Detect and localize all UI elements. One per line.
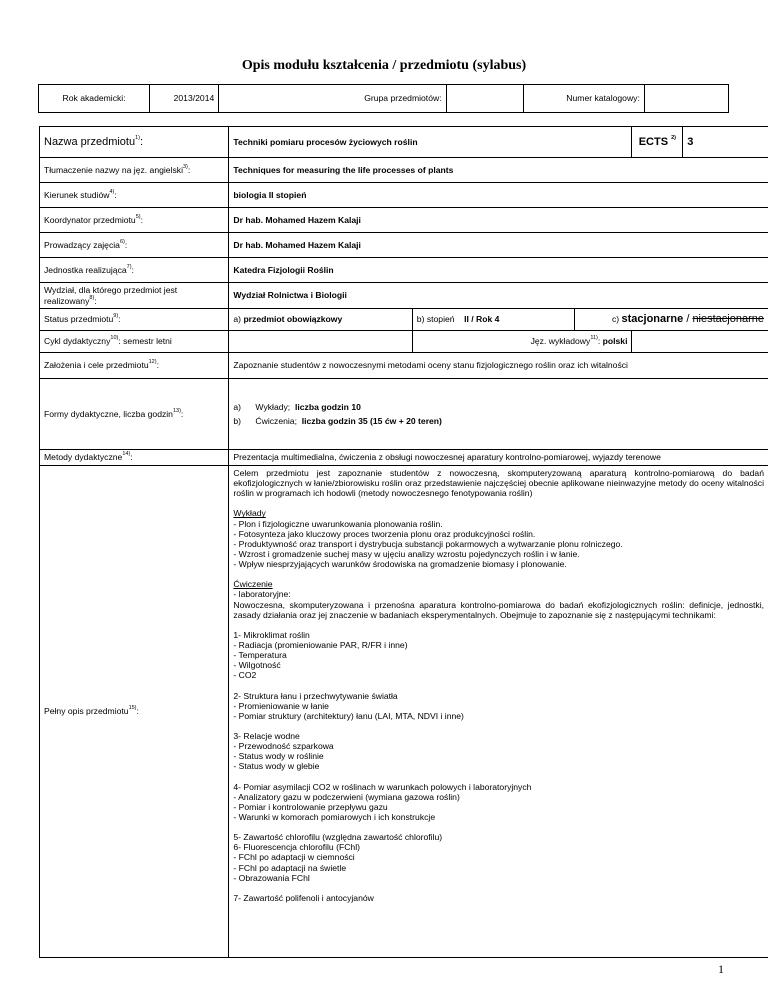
nazwa-value: Techniki pomiaru procesów życiowych roślin xyxy=(229,127,632,158)
page-number: 1 xyxy=(718,962,724,976)
status-c: c) stacjonarne / niestacjonarne xyxy=(575,309,768,331)
cykl-label: Cykl dydaktyczny$^{10)}$: semestr letni xyxy=(40,331,229,353)
section-line: 4- Pomiar asymilacji CO2 w roślinach w warunkach polowych i laboratoryjnych xyxy=(233,781,532,792)
zal-label: Założenia i cele przedmiotu$^{12)}$: xyxy=(40,353,229,379)
status-a: a) przedmiot obowiązkowy xyxy=(229,309,412,331)
section-line: - Analizatory gazu w podczerwieni (wymiana gazowa roślin) xyxy=(233,791,460,802)
section-5-6 xyxy=(233,832,764,883)
rok-value: 2013/2014 xyxy=(150,85,219,113)
section-line: - Status wody w roślinie xyxy=(233,751,324,762)
section-4 xyxy=(233,782,764,823)
ects-value: 3 xyxy=(683,127,768,158)
section-2 xyxy=(233,691,764,721)
tlum-label: Tłumaczenie nazwy na jęz. angielski$^{3)}$: xyxy=(40,158,229,183)
header-table xyxy=(38,84,729,113)
section-line: 7- Zawartość polifenoli i antocyjanów xyxy=(233,892,374,903)
grupa-value xyxy=(446,85,523,113)
prow-label: Prowadzący zajęcia$^{6)}$: xyxy=(40,233,229,258)
numer-value xyxy=(644,85,728,113)
wyklady-item: - Plon i fizjologiczne uwarunkowania plonowania roślin. xyxy=(233,518,443,529)
section-line: 5- Zawartość chlorofilu (względna zawartość chlorofilu) xyxy=(233,832,443,843)
numer-label: Numer katalogowy: xyxy=(523,85,644,113)
section-line: - FChl po adaptacji na świetle xyxy=(233,862,347,873)
koord-value: Dr hab. Mohamed Hazem Kalaji xyxy=(229,208,768,233)
section-line: - Pomiar i kontrolowanie przepływu gazu xyxy=(233,801,388,812)
jez-cell: Jęz. wykładowy$^{11)}$: polski xyxy=(412,331,632,353)
cwiczenie-text: Nowoczesna, skomputeryzowana i przenośna aparatura kontrolno-pomiarowa do badań ekofizjologicznych roślin: definicje, jednostki, zasady działania oraz jej znaczenie w badaniach eksperymentalnych. Obejmuje to zapoznanie się z następującymi technikami: xyxy=(233,599,764,620)
formy-value: a) Wykłady; liczba godzin 10 b) Ćwiczenia; liczba godzin 35 (15 ćw + 20 teren) xyxy=(229,379,768,450)
tlum-value: Techniques for measuring the life processes of plants xyxy=(229,158,768,183)
section-line: 1- Mikroklimat roślin xyxy=(233,629,310,640)
section-line: - FChl po adaptacji w ciemności xyxy=(233,852,355,863)
section-line: 2- Struktura łanu i przechwytywanie światła xyxy=(233,690,398,701)
section-3 xyxy=(233,731,764,772)
opis-value xyxy=(229,466,768,958)
wydz-label: Wydział, dla którego przedmiot jest realizowany$^{8)}$: xyxy=(40,283,229,309)
cwiczenie-block xyxy=(233,579,764,620)
cwiczenie-title: Ćwiczenie xyxy=(233,579,273,590)
wydz-value: Wydział Rolnictwa i Biologii xyxy=(229,283,768,309)
formy-label: Formy dydaktyczne, liczba godzin$^{13)}$: xyxy=(40,379,229,450)
section-7 xyxy=(233,893,764,903)
wyklady-item: - Wpływ niesprzyjających warunków środowiska na gromadzenie biomasy i plonowanie. xyxy=(233,559,567,570)
section-line: - Pomiar struktury (architektury) łanu (LAI, MTA, NDVI i inne) xyxy=(233,710,464,721)
kierunek-label: Kierunek studiów$^{4)}$: xyxy=(40,183,229,208)
status-label: Status przedmiotu$^{9)}$: xyxy=(40,309,229,331)
metody-value: Prezentacja multimedialna, ćwiczenia z obsługi nowoczesnej aparatury kontrolno-pomiarowej, wyjazdy terenowe xyxy=(229,450,768,466)
section-line: 6- Fluorescencja chlorofilu (FChl) xyxy=(233,842,360,853)
section-line: 3- Relacje wodne xyxy=(233,730,300,741)
wyklady-block xyxy=(233,508,764,569)
section-line: - CO2 xyxy=(233,670,257,681)
cwiczenie-sub: - laboratoryjne: xyxy=(233,589,291,600)
opis-label: Pełny opis przedmiotu$^{15)}$: xyxy=(40,466,229,958)
section-line: - Obrazowania FChl xyxy=(233,872,310,883)
section-line: - Status wody w glebie xyxy=(233,761,320,772)
status-b: b) stopień II / Rok 4 xyxy=(412,309,575,331)
metody-label: Metody dydaktyczne$^{14)}$: xyxy=(40,450,229,466)
wyklady-item: - Produktywność oraz transport i dystrybucja substancji pokarmowych a wytwarzanie plonu rolniczego. xyxy=(233,538,623,549)
wyklady-item: - Wzrost i gromadzenie suchej masy w ujęciu analizy wzrostu pojedynczych roślin i w łanie. xyxy=(233,548,580,559)
ects-label: ECTS $^{2)}$ xyxy=(632,127,683,158)
wyklady-item: - Fotosynteza jako kluczowy proces tworzenia plonu oraz produkcyjności roślin. xyxy=(233,528,536,539)
opis-intro: Celem przedmiotu jest zapoznanie studentów z nowoczesną, skomputeryzowaną aparaturą kontrolno-pomiarową do badań ekofizjologicznych w łanie/zbiorowisku roślin oraz przedstawienie najczęściej obecnie aplikowane nieinwazyjne metody do oceny witalności roślin w programach ich hodowli (metody nowoczesnego fenotypowania roślin) xyxy=(233,468,764,499)
kierunek-value: biologia II stopień xyxy=(229,183,768,208)
cykl-empty xyxy=(229,331,412,353)
document-title: Opis modułu kształcenia / przedmiotu (sylabus) xyxy=(241,58,527,73)
jedn-label: Jednostka realizująca$^{7)}$: xyxy=(40,258,229,283)
rok-label: Rok akademicki: xyxy=(39,85,150,113)
section-line: - Temperatura xyxy=(233,650,287,661)
koord-label: Koordynator przedmiotu$^{5)}$: xyxy=(40,208,229,233)
wyklady-title: Wykłady xyxy=(233,508,266,519)
section-line: - Wilgotność xyxy=(233,660,281,671)
jedn-value: Katedra Fizjologii Roślin xyxy=(229,258,768,283)
zal-value: Zapoznanie studentów z nowoczesnymi metodami oceny stanu fizjologicznego roślin oraz ich witalności xyxy=(229,353,768,379)
jez-empty xyxy=(632,331,768,353)
section-line: - Warunki w komorach pomiarowych i ich konstrukcje xyxy=(233,811,436,822)
prow-value: Dr hab. Mohamed Hazem Kalaji xyxy=(229,233,768,258)
section-line: - Promieniowanie w łanie xyxy=(233,700,329,711)
section-1 xyxy=(233,630,764,681)
syllabus-table xyxy=(39,126,768,958)
grupa-label: Grupa przedmiotów: xyxy=(219,85,446,113)
section-line: - Przewodność szparkowa xyxy=(233,741,334,752)
section-line: - Radiacja (promieniowanie PAR, R/FR i inne) xyxy=(233,639,408,650)
nazwa-label: Nazwa przedmiotu$^{1)}$: xyxy=(40,127,229,158)
